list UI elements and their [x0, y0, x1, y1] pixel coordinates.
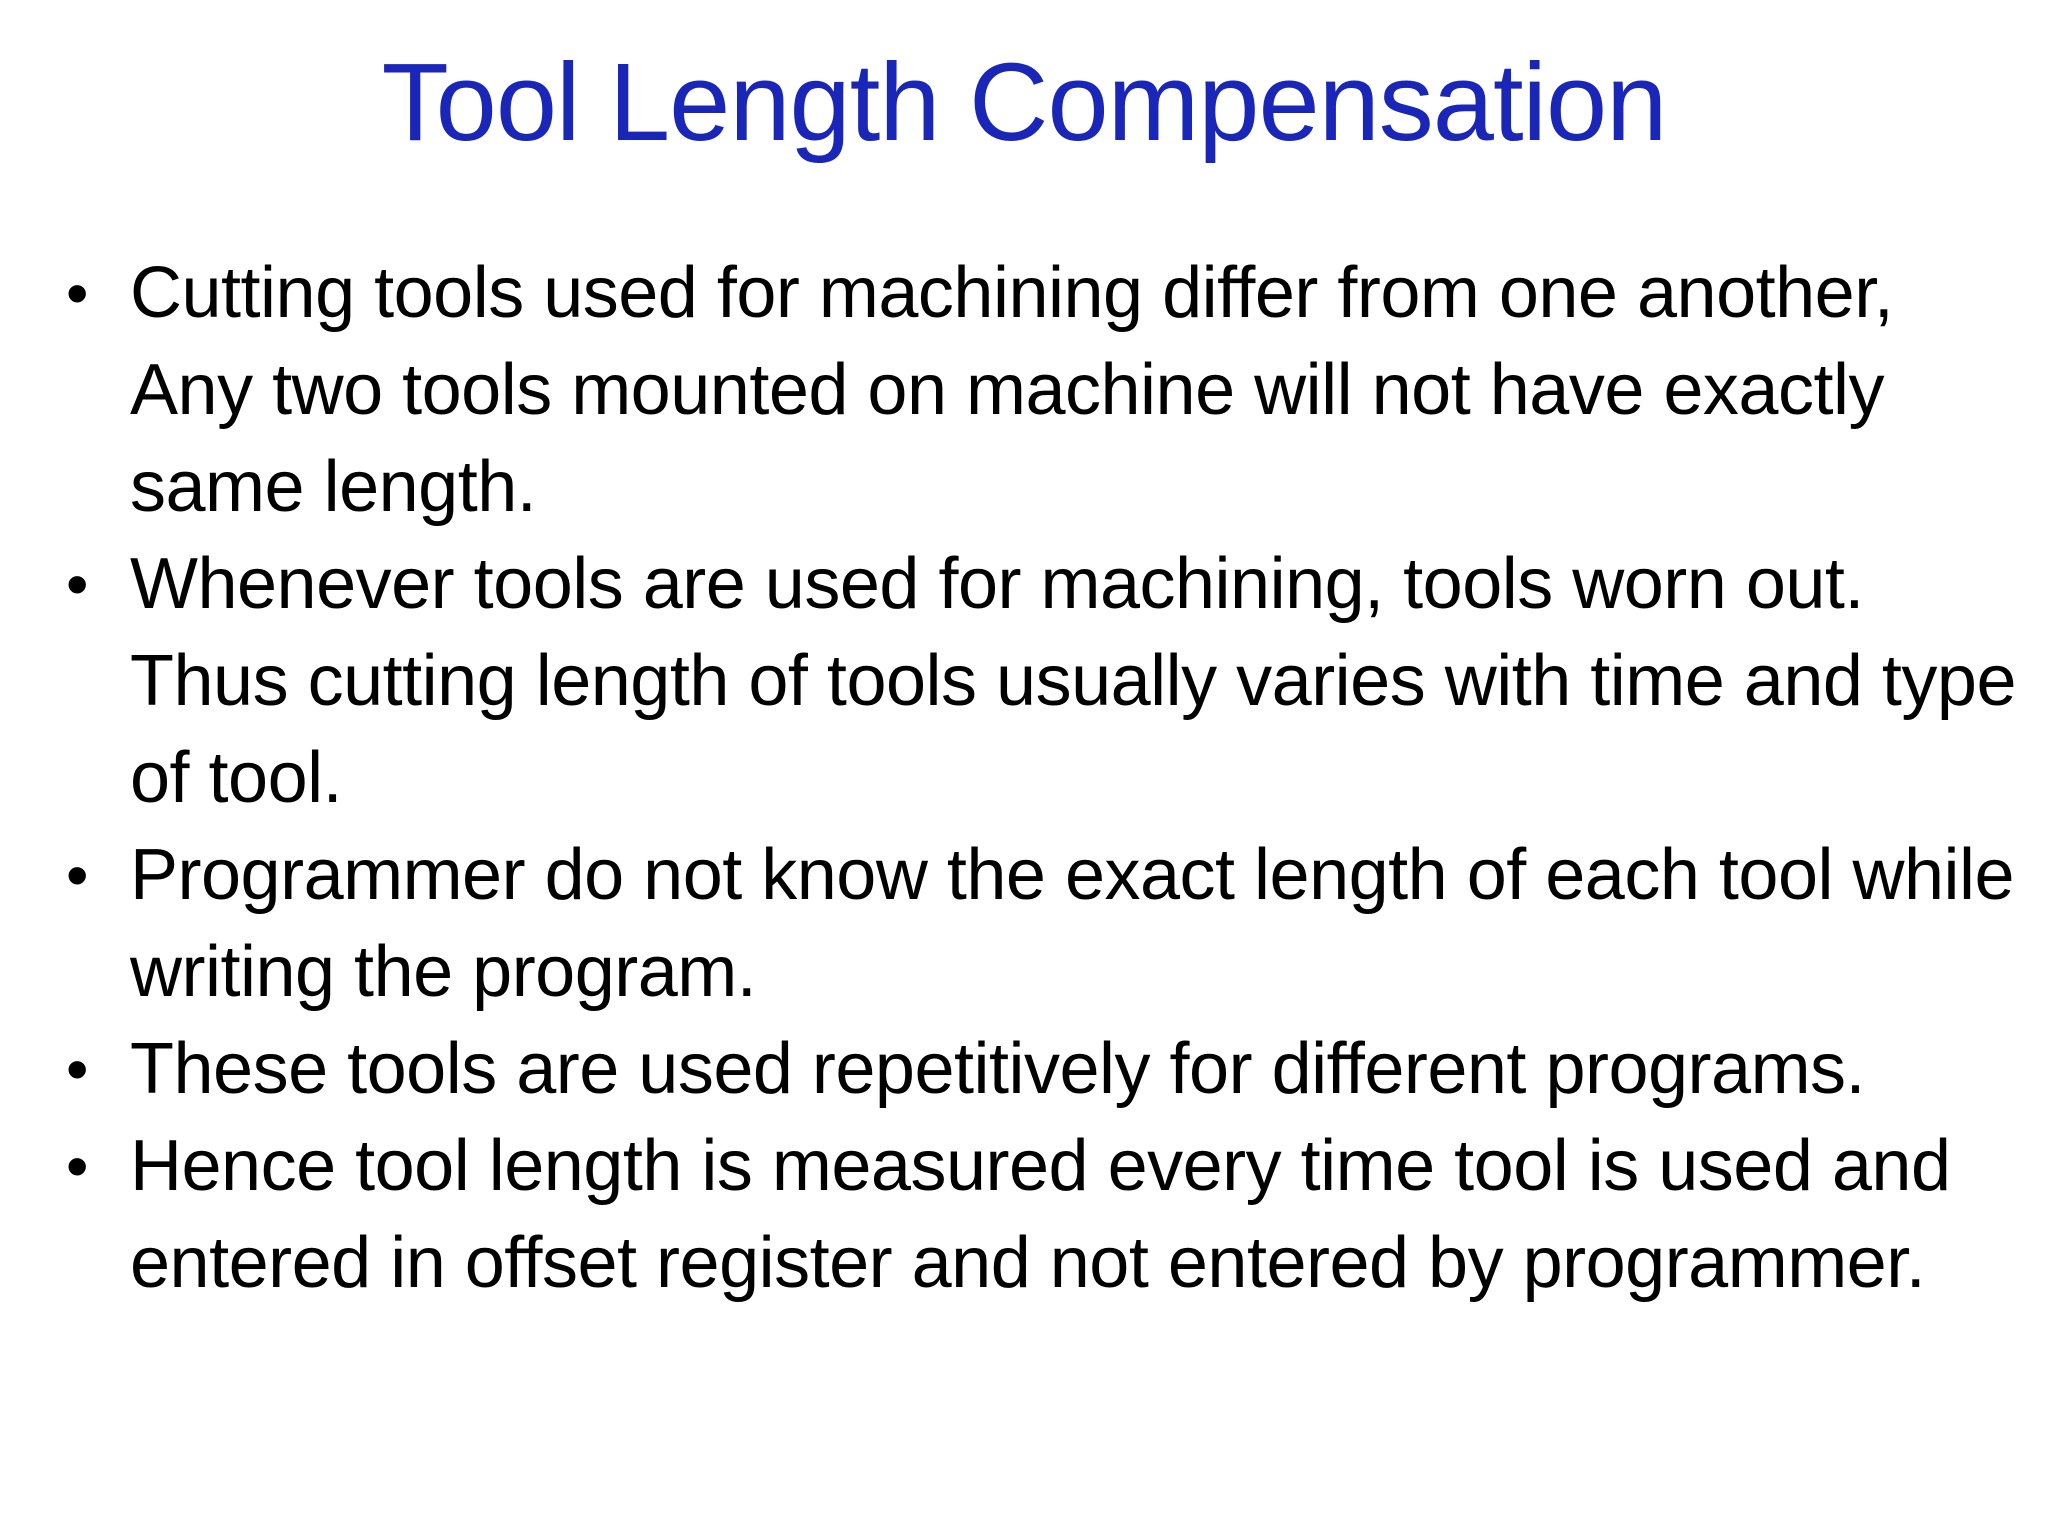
bullet-icon: • — [66, 1033, 88, 1105]
bullet-item — [66, 1021, 2016, 1118]
bullet-text: Hence tool length is measured every time tool is used and entered in offset register and not entered by programmer. — [130, 1126, 1951, 1303]
bullet-icon: • — [66, 1130, 88, 1202]
bullet-icon: • — [66, 257, 88, 329]
bullet-list — [66, 245, 2016, 1312]
bullet-text: These tools are used repetitively for different programs. — [130, 1029, 1866, 1109]
bullet-item — [66, 536, 2016, 827]
bullet-text: Cutting tools used for machining differ from one another, Any two tools mounted on machine will not have exactly same length. — [130, 253, 1894, 527]
bullet-text: Programmer do not know the exact length of each tool while writing the program. — [130, 835, 2015, 1012]
slide-title: Tool Length Compensation — [381, 41, 1667, 164]
bullet-item — [66, 245, 2016, 536]
bullet-icon: • — [66, 839, 88, 911]
bullet-text: Whenever tools are used for machining, tools worn out. Thus cutting length of tools usually varies with time and type of tool. — [130, 544, 2016, 818]
bullet-item — [66, 827, 2016, 1021]
bullet-icon: • — [66, 548, 88, 620]
bullet-item — [66, 1118, 2016, 1312]
